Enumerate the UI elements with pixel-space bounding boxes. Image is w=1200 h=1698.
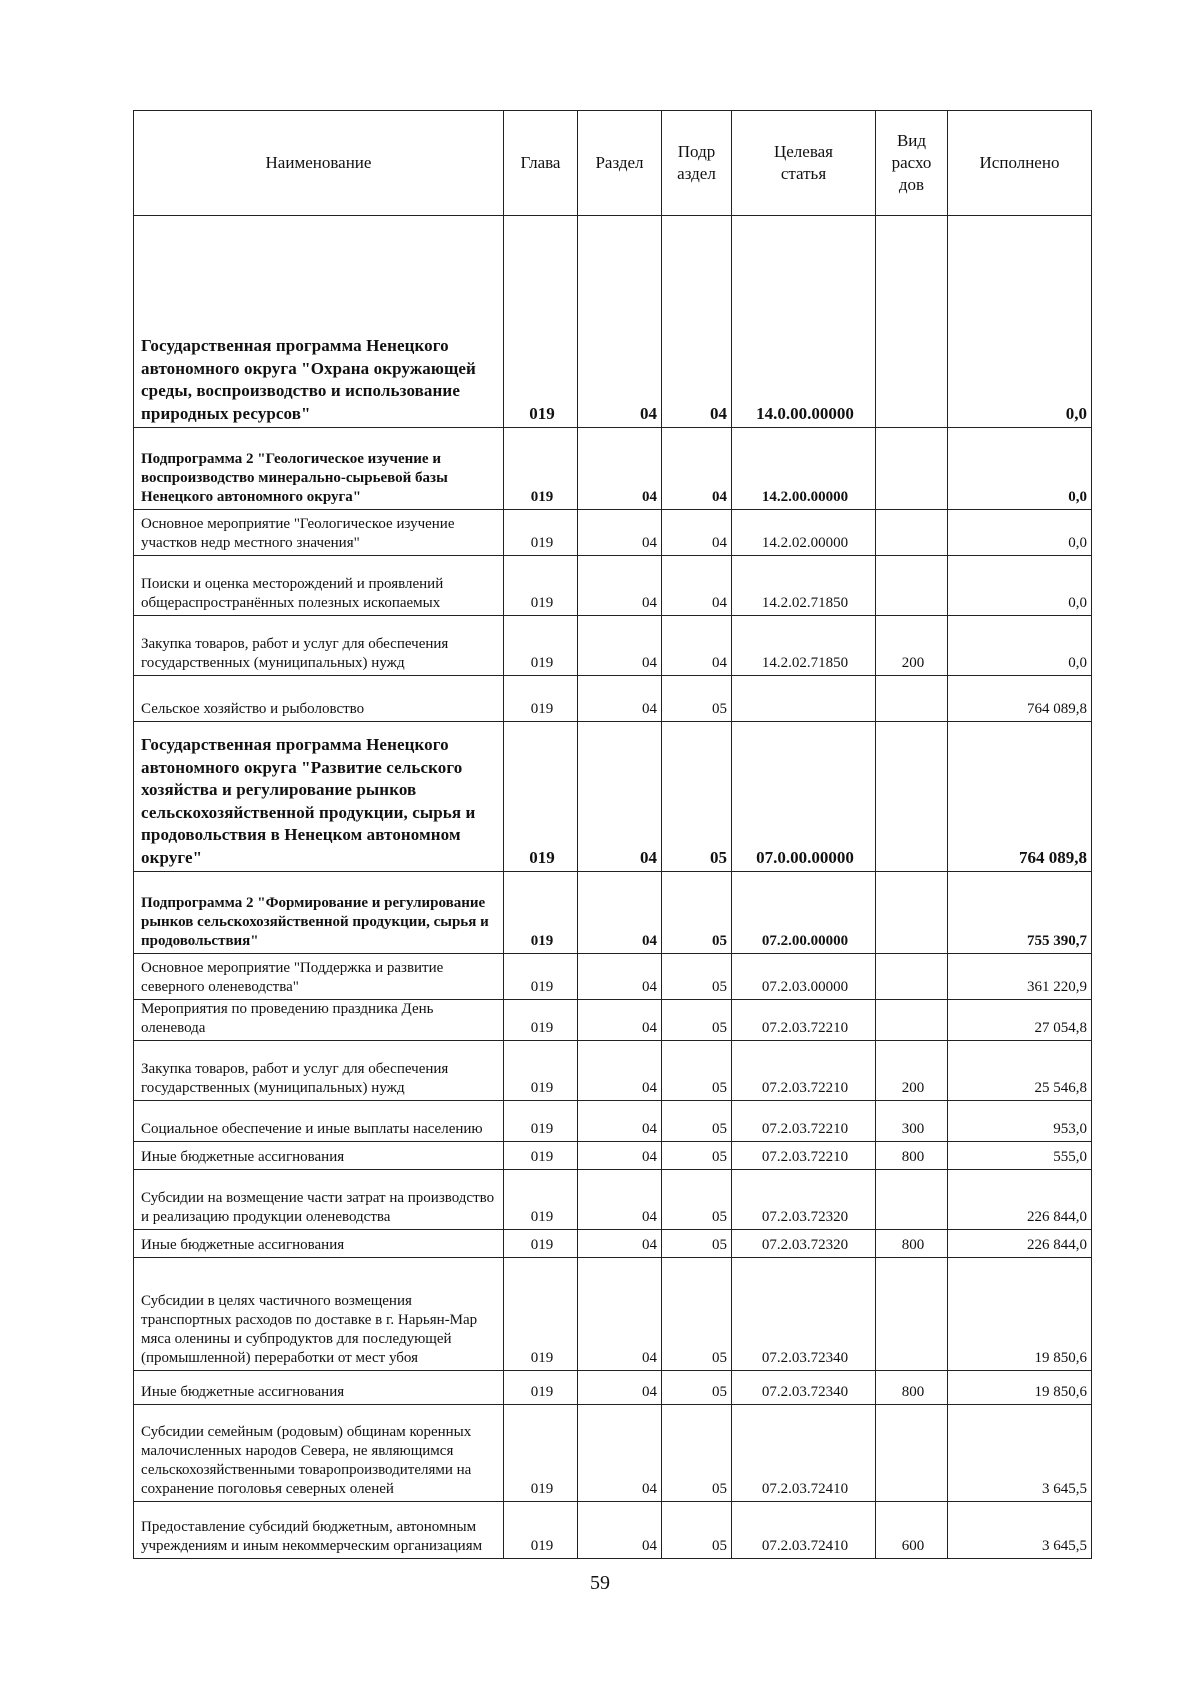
cell-ispolneno: 0,0 bbox=[948, 556, 1092, 616]
cell-vid bbox=[876, 1258, 948, 1371]
cell-podrazdel: 05 bbox=[662, 1258, 732, 1371]
header-name-label: Наименование bbox=[265, 153, 372, 172]
table-row bbox=[134, 1000, 1092, 1041]
cell-vid bbox=[876, 1405, 948, 1502]
cell-glava: 019 bbox=[504, 1371, 578, 1405]
budget-table bbox=[133, 110, 1092, 1559]
cell-ispolneno: 0,0 bbox=[948, 616, 1092, 676]
cell-name: Поиски и оценка месторождений и проявлений общераспространённых полезных ископаемых bbox=[134, 556, 504, 616]
cell-podrazdel: 05 bbox=[662, 722, 732, 872]
table-row bbox=[134, 510, 1092, 556]
cell-razdel: 04 bbox=[578, 1371, 662, 1405]
cell-name: Основное мероприятие "Геологическое изучение участков недр местного значения" bbox=[134, 510, 504, 556]
cell-name: Субсидии в целях частичного возмещения транспортных расходов по доставке в г. Нарьян-Мар мяса оленины и субпродуктов для последующей (промышленной) переработки от мест убоя bbox=[134, 1258, 504, 1371]
cell-vid bbox=[876, 722, 948, 872]
table-row bbox=[134, 1170, 1092, 1230]
cell-statya: 07.2.03.72340 bbox=[732, 1258, 876, 1371]
cell-ispolneno: 3 645,5 bbox=[948, 1405, 1092, 1502]
header-ispolneno bbox=[948, 111, 1092, 216]
cell-statya: 07.2.03.72210 bbox=[732, 1142, 876, 1170]
cell-podrazdel: 05 bbox=[662, 1405, 732, 1502]
header-ispolneno-label: Исполнено bbox=[979, 153, 1060, 172]
cell-razdel: 04 bbox=[578, 616, 662, 676]
cell-vid bbox=[876, 428, 948, 510]
header-podrazdel-label: Подр аздел bbox=[677, 142, 716, 183]
header-razdel bbox=[578, 111, 662, 216]
table-row bbox=[134, 1142, 1092, 1170]
cell-razdel: 04 bbox=[578, 556, 662, 616]
cell-statya: 07.2.03.72210 bbox=[732, 1101, 876, 1142]
cell-name: Основное мероприятие "Поддержка и развитие северного оленеводства" bbox=[134, 954, 504, 1000]
table-row bbox=[134, 1502, 1092, 1559]
cell-name: Подпрограмма 2 "Формирование и регулирование рынков сельскохозяйственной продукции, сырья и продовольствия" bbox=[134, 872, 504, 954]
cell-glava: 019 bbox=[504, 1142, 578, 1170]
cell-name: Государственная программа Ненецкого автономного округа "Охрана окружающей среды, воспроизводство и использование природных ресурсов" bbox=[134, 216, 504, 428]
cell-glava: 019 bbox=[504, 872, 578, 954]
cell-statya: 07.2.00.00000 bbox=[732, 872, 876, 954]
cell-glava: 019 bbox=[504, 510, 578, 556]
cell-podrazdel: 05 bbox=[662, 1101, 732, 1142]
cell-glava: 019 bbox=[504, 722, 578, 872]
cell-razdel: 04 bbox=[578, 1000, 662, 1041]
cell-glava: 019 bbox=[504, 616, 578, 676]
cell-razdel: 04 bbox=[578, 216, 662, 428]
table-row bbox=[134, 1405, 1092, 1502]
cell-statya: 14.2.02.71850 bbox=[732, 616, 876, 676]
cell-statya: 07.2.03.72320 bbox=[732, 1170, 876, 1230]
table-row bbox=[134, 872, 1092, 954]
cell-razdel: 04 bbox=[578, 1502, 662, 1559]
cell-razdel: 04 bbox=[578, 676, 662, 722]
header-vid bbox=[876, 111, 948, 216]
header-statya-label: Целевая статья bbox=[773, 142, 834, 183]
cell-statya bbox=[732, 676, 876, 722]
cell-glava: 019 bbox=[504, 216, 578, 428]
cell-statya: 14.0.00.00000 bbox=[732, 216, 876, 428]
cell-podrazdel: 04 bbox=[662, 510, 732, 556]
table-row bbox=[134, 216, 1092, 428]
cell-ispolneno: 19 850,6 bbox=[948, 1258, 1092, 1371]
cell-glava: 019 bbox=[504, 1502, 578, 1559]
cell-razdel: 04 bbox=[578, 1230, 662, 1258]
cell-podrazdel: 05 bbox=[662, 1000, 732, 1041]
header-glava-label: Глава bbox=[520, 153, 561, 172]
table-row bbox=[134, 1371, 1092, 1405]
cell-razdel: 04 bbox=[578, 428, 662, 510]
cell-ispolneno: 0,0 bbox=[948, 510, 1092, 556]
cell-name: Государственная программа Ненецкого автономного округа "Развитие сельского хозяйства и регулирование рынков сельскохозяйственной продукции, сырья и продовольствия в Ненецком автономном округе" bbox=[134, 722, 504, 872]
header-statya bbox=[732, 111, 876, 216]
cell-statya: 14.2.00.00000 bbox=[732, 428, 876, 510]
cell-vid bbox=[876, 510, 948, 556]
cell-podrazdel: 05 bbox=[662, 1371, 732, 1405]
cell-vid bbox=[876, 872, 948, 954]
header-vid-label: Вид расхо дов bbox=[891, 131, 932, 194]
table-row bbox=[134, 556, 1092, 616]
cell-vid bbox=[876, 556, 948, 616]
cell-ispolneno: 226 844,0 bbox=[948, 1170, 1092, 1230]
cell-statya: 07.2.03.72210 bbox=[732, 1000, 876, 1041]
cell-vid bbox=[876, 216, 948, 428]
cell-vid bbox=[876, 1170, 948, 1230]
cell-podrazdel: 04 bbox=[662, 616, 732, 676]
cell-razdel: 04 bbox=[578, 872, 662, 954]
cell-glava: 019 bbox=[504, 1405, 578, 1502]
cell-podrazdel: 05 bbox=[662, 954, 732, 1000]
cell-glava: 019 bbox=[504, 1041, 578, 1101]
cell-glava: 019 bbox=[504, 676, 578, 722]
cell-name: Предоставление субсидий бюджетным, автономным учреждениям и иным некоммерческим организациям bbox=[134, 1502, 504, 1559]
table-row bbox=[134, 616, 1092, 676]
cell-ispolneno: 764 089,8 bbox=[948, 722, 1092, 872]
cell-glava: 019 bbox=[504, 1101, 578, 1142]
cell-glava: 019 bbox=[504, 954, 578, 1000]
cell-glava: 019 bbox=[504, 1258, 578, 1371]
cell-glava: 019 bbox=[504, 556, 578, 616]
header-name bbox=[134, 111, 504, 216]
cell-name: Иные бюджетные ассигнования bbox=[134, 1371, 504, 1405]
cell-vid: 300 bbox=[876, 1101, 948, 1142]
cell-glava: 019 bbox=[504, 1230, 578, 1258]
cell-ispolneno: 0,0 bbox=[948, 216, 1092, 428]
cell-razdel: 04 bbox=[578, 722, 662, 872]
cell-ispolneno: 27 054,8 bbox=[948, 1000, 1092, 1041]
cell-vid bbox=[876, 1000, 948, 1041]
cell-statya: 07.2.03.72340 bbox=[732, 1371, 876, 1405]
cell-name: Сельское хозяйство и рыболовство bbox=[134, 676, 504, 722]
cell-name: Субсидии семейным (родовым) общинам коренных малочисленных народов Севера, не являющимся сельскохозяйственными товаропроизводителями на сохранение поголовья северных оленей bbox=[134, 1405, 504, 1502]
cell-glava: 019 bbox=[504, 1170, 578, 1230]
header-glava bbox=[504, 111, 578, 216]
cell-podrazdel: 05 bbox=[662, 872, 732, 954]
cell-statya: 07.2.03.72320 bbox=[732, 1230, 876, 1258]
cell-podrazdel: 04 bbox=[662, 556, 732, 616]
cell-ispolneno: 361 220,9 bbox=[948, 954, 1092, 1000]
cell-name: Мероприятия по проведению праздника День оленевода bbox=[134, 1000, 504, 1041]
cell-vid: 800 bbox=[876, 1142, 948, 1170]
table-body bbox=[134, 216, 1092, 1559]
cell-statya: 14.2.02.00000 bbox=[732, 510, 876, 556]
table-row bbox=[134, 1230, 1092, 1258]
cell-statya: 07.2.03.72210 bbox=[732, 1041, 876, 1101]
cell-name: Субсидии на возмещение части затрат на производство и реализацию продукции оленеводства bbox=[134, 1170, 504, 1230]
cell-ispolneno: 19 850,6 bbox=[948, 1371, 1092, 1405]
cell-razdel: 04 bbox=[578, 1405, 662, 1502]
cell-ispolneno: 3 645,5 bbox=[948, 1502, 1092, 1559]
cell-ispolneno: 755 390,7 bbox=[948, 872, 1092, 954]
cell-statya: 07.2.03.72410 bbox=[732, 1502, 876, 1559]
cell-ispolneno: 0,0 bbox=[948, 428, 1092, 510]
cell-ispolneno: 555,0 bbox=[948, 1142, 1092, 1170]
cell-ispolneno: 953,0 bbox=[948, 1101, 1092, 1142]
cell-name: Закупка товаров, работ и услуг для обеспечения государственных (муниципальных) нужд bbox=[134, 616, 504, 676]
table-row bbox=[134, 1101, 1092, 1142]
cell-razdel: 04 bbox=[578, 510, 662, 556]
cell-vid bbox=[876, 954, 948, 1000]
page-number: 59 bbox=[590, 1572, 610, 1594]
cell-vid bbox=[876, 676, 948, 722]
cell-statya: 14.2.02.71850 bbox=[732, 556, 876, 616]
cell-vid: 800 bbox=[876, 1371, 948, 1405]
header-razdel-label: Раздел bbox=[595, 153, 644, 172]
cell-name: Подпрограмма 2 "Геологическое изучение и воспроизводство минерально-сырьевой базы Ненецкого автономного округа" bbox=[134, 428, 504, 510]
cell-podrazdel: 04 bbox=[662, 428, 732, 510]
cell-razdel: 04 bbox=[578, 1041, 662, 1101]
cell-vid: 200 bbox=[876, 616, 948, 676]
cell-name: Иные бюджетные ассигнования bbox=[134, 1142, 504, 1170]
cell-razdel: 04 bbox=[578, 1101, 662, 1142]
cell-razdel: 04 bbox=[578, 1170, 662, 1230]
table-row bbox=[134, 1258, 1092, 1371]
cell-statya: 07.0.00.00000 bbox=[732, 722, 876, 872]
cell-statya: 07.2.03.72410 bbox=[732, 1405, 876, 1502]
cell-razdel: 04 bbox=[578, 954, 662, 1000]
cell-podrazdel: 05 bbox=[662, 1230, 732, 1258]
cell-glava: 019 bbox=[504, 428, 578, 510]
header-podrazdel bbox=[662, 111, 732, 216]
table-header-row bbox=[134, 111, 1092, 216]
cell-podrazdel: 05 bbox=[662, 1502, 732, 1559]
cell-vid: 800 bbox=[876, 1230, 948, 1258]
table-row bbox=[134, 428, 1092, 510]
table-row bbox=[134, 676, 1092, 722]
cell-glava: 019 bbox=[504, 1000, 578, 1041]
table-row bbox=[134, 722, 1092, 872]
cell-ispolneno: 25 546,8 bbox=[948, 1041, 1092, 1101]
cell-razdel: 04 bbox=[578, 1142, 662, 1170]
cell-podrazdel: 05 bbox=[662, 1170, 732, 1230]
cell-ispolneno: 764 089,8 bbox=[948, 676, 1092, 722]
cell-vid: 600 bbox=[876, 1502, 948, 1559]
cell-podrazdel: 05 bbox=[662, 676, 732, 722]
cell-name: Закупка товаров, работ и услуг для обеспечения государственных (муниципальных) нужд bbox=[134, 1041, 504, 1101]
cell-vid: 200 bbox=[876, 1041, 948, 1101]
cell-statya: 07.2.03.00000 bbox=[732, 954, 876, 1000]
cell-podrazdel: 05 bbox=[662, 1142, 732, 1170]
cell-podrazdel: 05 bbox=[662, 1041, 732, 1101]
cell-ispolneno: 226 844,0 bbox=[948, 1230, 1092, 1258]
table-row bbox=[134, 1041, 1092, 1101]
cell-razdel: 04 bbox=[578, 1258, 662, 1371]
cell-name: Иные бюджетные ассигнования bbox=[134, 1230, 504, 1258]
cell-name: Социальное обеспечение и иные выплаты населению bbox=[134, 1101, 504, 1142]
cell-podrazdel: 04 bbox=[662, 216, 732, 428]
table-row bbox=[134, 954, 1092, 1000]
